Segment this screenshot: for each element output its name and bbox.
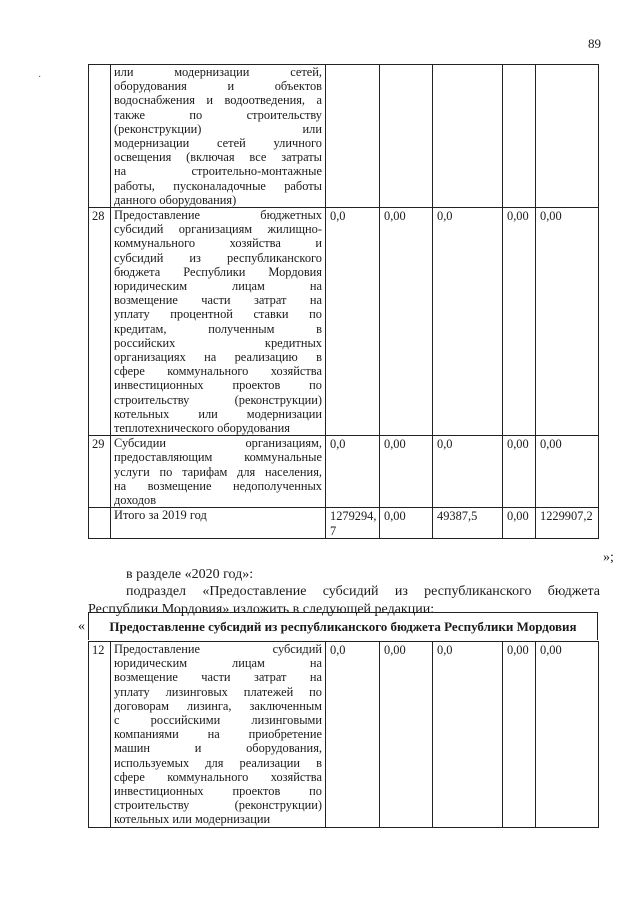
table-row bbox=[89, 65, 599, 208]
description-line: субсидий организациям жилищно- bbox=[114, 222, 322, 237]
description-line: уплату лизинговых платежей по bbox=[114, 684, 322, 699]
value-cell-v5: 0,00 bbox=[536, 642, 599, 828]
margin-mark: · bbox=[38, 72, 42, 83]
description-line: освещения (включая все затраты bbox=[114, 150, 322, 165]
description-line: котельных или модернизации bbox=[114, 812, 271, 827]
value-cell-v3 bbox=[433, 65, 503, 208]
value-cell-v1: 0,0 bbox=[326, 208, 380, 436]
subsection-line-2: Республики Мордовия» изложить в следующей редакции: bbox=[88, 602, 435, 617]
value-cell-v1: 0,0 bbox=[326, 642, 380, 828]
description-line: на возмещение недополученных bbox=[114, 478, 322, 493]
table-heading: Предоставленне субсидий из республиканского бюджета Республики Мордовия bbox=[88, 612, 598, 640]
value-cell-v4 bbox=[503, 65, 536, 208]
value-cell-v5 bbox=[536, 65, 599, 208]
row-description bbox=[111, 208, 326, 436]
description-line: сфере коммунального хозяйства bbox=[114, 364, 322, 379]
description-line: договорам лизинга, заключенным bbox=[114, 698, 322, 713]
value-cell-v3: 0,0 bbox=[433, 208, 503, 436]
description-line: услуги по тарифам для населения, bbox=[114, 464, 322, 479]
description-line: доходов bbox=[114, 493, 157, 508]
value-cell-v3: 49387,5 bbox=[433, 508, 503, 538]
description-line: также по строительству bbox=[114, 107, 322, 122]
value-cell-v1: 1279294,7 bbox=[326, 508, 380, 538]
value-cell-v4: 0,00 bbox=[503, 208, 536, 436]
budget-table-2019 bbox=[88, 64, 599, 539]
value-cell-v5: 0,00 bbox=[536, 436, 599, 508]
description-line: модернизации сетей уличного bbox=[114, 136, 322, 151]
description-line: субсидий из республиканского bbox=[114, 250, 322, 265]
description-line: работы, пусконаладочные работы bbox=[114, 178, 322, 193]
table-row bbox=[89, 642, 599, 828]
budget-table-2020 bbox=[88, 641, 599, 828]
description-line: (реконструкции) или bbox=[114, 121, 322, 136]
description-line: бюджета Республики Мордовия bbox=[114, 264, 322, 279]
description-line: российских кредитных bbox=[114, 335, 322, 350]
description-line: с российскими лизинговыми bbox=[114, 713, 322, 728]
description-line: возмещение части затрат на bbox=[114, 670, 322, 685]
row-description bbox=[111, 65, 326, 208]
description-line: Итого за 2019 год bbox=[114, 508, 207, 523]
description-line: коммунального хозяйства и bbox=[114, 236, 322, 251]
row-number bbox=[89, 65, 111, 208]
description-line: данного оборудования) bbox=[114, 192, 237, 207]
row-description bbox=[111, 508, 326, 538]
closing-quote: »; bbox=[603, 550, 614, 565]
description-line: используемых для реализации в bbox=[114, 755, 322, 770]
table-row bbox=[89, 208, 599, 436]
description-line: Субсидии организациям, bbox=[114, 436, 322, 451]
subsection-line-1: подраздел «Предоставление субсидий из республиканского бюджета bbox=[126, 584, 600, 599]
page-number: 89 bbox=[588, 36, 601, 51]
description-line: строительству (реконструкции) bbox=[114, 392, 322, 407]
row-description bbox=[111, 642, 326, 828]
value-cell-v3: 0,0 bbox=[433, 436, 503, 508]
description-line: котельных или модернизации bbox=[114, 406, 322, 421]
description-line: водоснабжения и водоотведения, а bbox=[114, 93, 322, 108]
row-number: 12 bbox=[89, 642, 111, 828]
description-line: сфере коммунального хозяйства bbox=[114, 769, 322, 784]
description-line: Предоставление бюджетных bbox=[114, 208, 322, 223]
section-heading: в разделе «2020 год»: bbox=[126, 567, 254, 582]
description-line: теплотехнического оборудования bbox=[114, 421, 290, 436]
value-cell-v2 bbox=[380, 65, 433, 208]
row-number: 29 bbox=[89, 436, 111, 508]
table-row bbox=[89, 508, 599, 538]
opening-quote: « bbox=[78, 619, 85, 634]
description-line: компаниями на приобретение bbox=[114, 727, 322, 742]
description-line: инвестиционных проектов по bbox=[114, 784, 322, 799]
value-cell-v4: 0,00 bbox=[503, 508, 536, 538]
value-cell-v5: 1229907,2 bbox=[536, 508, 599, 538]
description-line: оборудования и объектов bbox=[114, 79, 322, 94]
value-cell-v2: 0,00 bbox=[380, 508, 433, 538]
row-number: 28 bbox=[89, 208, 111, 436]
description-line: инвестиционных проектов по bbox=[114, 378, 322, 393]
description-line: кредитам, полученным в bbox=[114, 321, 322, 336]
row-description bbox=[111, 436, 326, 508]
value-cell-v5: 0,00 bbox=[536, 208, 599, 436]
description-line: Предоставление субсидий bbox=[114, 642, 322, 656]
value-cell-v2: 0,00 bbox=[380, 642, 433, 828]
value-cell-v4: 0,00 bbox=[503, 642, 536, 828]
row-number bbox=[89, 508, 111, 538]
description-line: машин и оборудования, bbox=[114, 741, 322, 756]
value-cell-v1 bbox=[326, 65, 380, 208]
description-line: на строительно-монтажные bbox=[114, 164, 322, 179]
description-line: предоставляющим коммунальные bbox=[114, 450, 322, 465]
description-line: организациях на реализацию в bbox=[114, 350, 322, 365]
value-cell-v1: 0,0 bbox=[326, 436, 380, 508]
value-cell-v2: 0,00 bbox=[380, 208, 433, 436]
description-line: возмещение части затрат на bbox=[114, 293, 322, 308]
description-line: или модернизации сетей, bbox=[114, 65, 322, 79]
description-line: юридическим лицам на bbox=[114, 656, 322, 671]
value-cell-v4: 0,00 bbox=[503, 436, 536, 508]
value-cell-v2: 0,00 bbox=[380, 436, 433, 508]
value-cell-v3: 0,0 bbox=[433, 642, 503, 828]
description-line: строительству (реконструкции) bbox=[114, 798, 322, 813]
description-line: уплату процентной ставки по bbox=[114, 307, 322, 322]
description-line: юридическим лицам на bbox=[114, 279, 322, 294]
table-row bbox=[89, 436, 599, 508]
